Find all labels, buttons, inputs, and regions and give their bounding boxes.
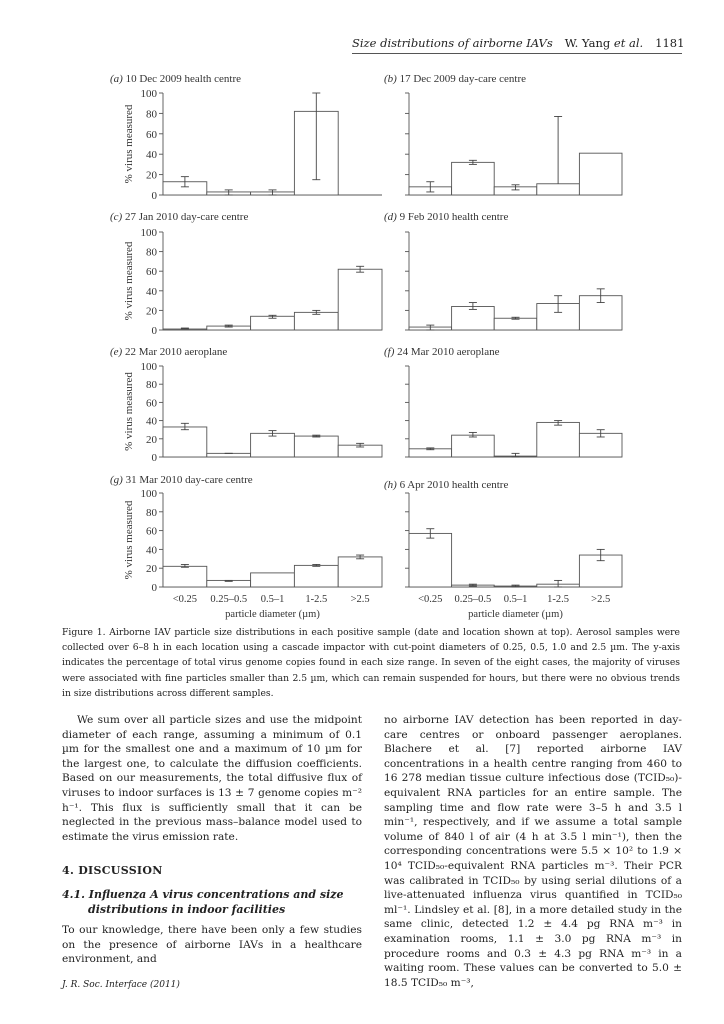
x-tick-label: >2.5 [591,594,611,605]
y-tick-label: 20 [146,563,157,576]
y-tick-label: 0 [151,582,157,594]
bar [338,269,382,330]
y-tick-label: 40 [146,415,157,428]
y-tick-label: 60 [146,266,157,279]
y-tick-label: 60 [146,525,157,538]
panel-title: (d) 9 Feb 2010 health centre [384,211,509,223]
body-paragraph: no airborne IAV detection has been reported in day-care centres or onboard passenger aeroplanes. Blachere et al. [7] reported airborne IAV concentrations in a health centre ranging from 460 to 16 278 median tissue culture infectious dose (TCID₅₀)-equivalent RNA particles for an entire sample. The sampling time and flow rate were 3–5 h and 3.5 l min⁻¹, respectively, and if we assume a total sample volume of 840 l of air (4 h at 3.5 l min⁻¹), then the corresponding concentrations were 5.5 × 10² to 1.9 × 10⁴ TCID₅₀-equivalent RNA particles m⁻³. Their PCR was calibrated in TCID₅₀ by using serial dilutions of a live-attenuated influenza virus quantified in TCID₅₀ ml⁻¹. Lindsley et al. [8], in a more detailed study in the same clinic, detected 1.2 ± 4.4 pg RNA m⁻³ in examination rooms, 1.1 ± 3.0 pg RNA m⁻³ in procedure rooms and 0.3 ± 4.3 pg RNA m⁻³ in a waiting room. These values can be converted to 5.0 ± 18.5 TCID₅₀ m⁻³, [384,714,682,989]
x-tick-label: 1-2.5 [305,594,328,605]
bar [579,153,622,195]
bar [452,162,495,195]
x-axis-label: particle diameter (µm) [225,609,320,620]
bar [163,427,207,457]
panel-title: (f) 24 Mar 2010 aeroplane [384,346,500,358]
y-tick-label: 60 [146,397,157,410]
bar [338,557,382,587]
bar [294,312,338,330]
bar [537,422,580,457]
x-tick-label: <0.25 [418,594,443,605]
figure-caption: Figure 1. Airborne IAV particle size distributions in each positive sample (date and location shown at top). Aerosol samples were collected over 6–8 h in each location using a cascade impactor with cut-point diameters of 0.25, 0.5, 1.0 and 2.5 µm. The y-axis indicates the percentage of total virus genome copies found in each size range. In seven of the eight cases, the majority of viruses were associated with fine particles smaller than 2.5 µm, which can remain suspended for hours, but there were no obvious trends in size distributions across different samples. [62,627,680,699]
y-tick-label: 60 [146,128,157,141]
bar [251,573,295,587]
panel-title: (b) 17 Dec 2009 day-care centre [384,73,527,85]
x-tick-label: 0.25–0.5 [210,594,248,605]
y-tick-label: 80 [146,379,157,392]
panel-title: (h) 6 Apr 2010 health centre [384,479,509,491]
subsection-heading [62,887,362,917]
bar [251,433,295,457]
panel-title: (g) 31 Mar 2010 day-care centre [110,474,253,486]
page-number: 1181 [655,36,685,50]
bar [452,435,495,457]
y-tick-label: 0 [151,452,157,464]
y-tick-label: 100 [140,488,157,500]
y-tick-label: 80 [146,108,157,121]
x-tick-label: 1-2.5 [547,594,570,605]
right-column [384,713,682,990]
y-tick-label: 40 [146,149,157,162]
bar [294,565,338,587]
journal-footer: J. R. Soc. Interface (2011) [62,980,180,990]
x-tick-label: 0.5–1 [503,594,528,605]
y-tick-label: 20 [146,169,157,182]
y-tick-label: 20 [146,433,157,446]
x-axis-label: particle diameter (µm) [468,609,563,620]
bar [163,566,207,587]
body-paragraph: To our knowledge, there have been only a few studies on the presence of airborne IAVs in a healthcare environment, and [62,923,362,966]
y-tick-label: 0 [151,190,157,202]
y-tick-label: 100 [140,361,157,373]
y-axis-label: % virus measured [123,241,135,321]
panel-title: (c) 27 Jan 2010 day-care centre [110,211,249,223]
y-tick-label: 0 [151,325,157,337]
x-tick-label: 0.5–1 [260,594,285,605]
y-axis-label: % virus measured [123,104,135,184]
y-tick-label: 100 [140,227,157,239]
y-tick-label: 40 [146,544,157,557]
body-paragraph: We sum over all particle sizes and use the midpoint diameter of each range, assuming a minimum of 0.1 µm for the smallest one and a maximum of 10 µm for the largest one, to calculate the diffusion coefficients. Based on our measurements, the total diffusive flux of viruses to indoor surfaces is 13 ± 7 genome copies m⁻² h⁻¹. This flux is sufficiently small that it can be neglected in the previous mass–balance model used to estimate the virus emission rate. [62,714,362,843]
bar [537,184,580,195]
panel-title: (a) 10 Dec 2009 health centre [110,73,242,85]
header-authors: W. Yang [564,36,611,50]
bar [452,306,495,330]
bar [207,453,251,457]
y-tick-label: 80 [146,246,157,259]
x-tick-label: >2.5 [350,594,370,605]
bar [409,533,452,587]
y-axis-label: % virus measured [123,372,135,451]
left-column [62,713,362,967]
x-tick-label: <0.25 [172,594,198,605]
running-title: Size distributions of airborne IAVs [352,36,553,50]
y-tick-label: 80 [146,506,157,519]
bar [494,318,537,330]
panel-title: (e) 22 Mar 2010 aeroplane [110,346,228,358]
y-tick-label: 100 [140,88,157,100]
y-tick-label: 40 [146,285,157,298]
subsection-heading-line1: 4.1. Influenza A virus concentrations and size [62,887,344,901]
section-heading: 4. DISCUSSION [62,864,163,878]
y-axis-label: % virus measured [123,500,135,580]
header-et-al: et al. [613,36,644,50]
subsection-heading-line2: distributions in indoor facilities [88,902,286,916]
bar [294,436,338,457]
y-tick-label: 20 [146,305,157,318]
x-tick-label: 0.25–0.5 [454,594,492,605]
